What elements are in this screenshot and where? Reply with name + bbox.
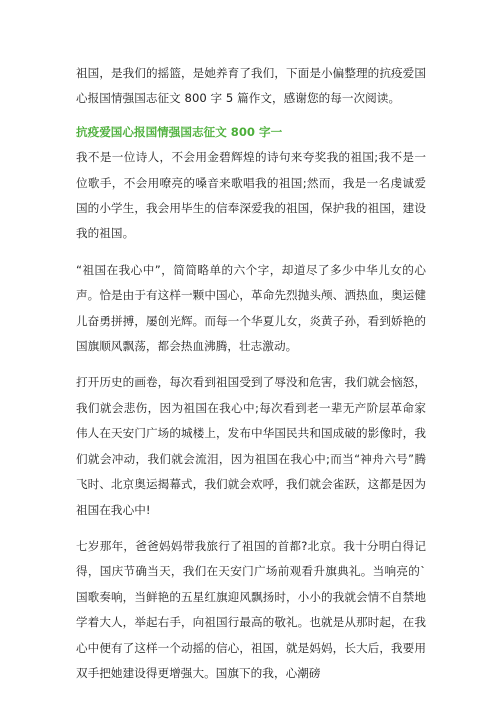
body-paragraph-1: 我不是一位诗人，不会用金碧辉煌的诗句来夸奖我的祖国;我不是一位歌手，不会用嘹亮的嗓音来歌唱我的祖国;然而，我是一名虔诚爱国的小学生，我会用毕生的信奉深爱我的祖国，保护我的祖国，建设我的祖国。	[76, 150, 426, 241]
body-paragraph-4: 七岁那年，爸爸妈妈带我旅行了祖国的首都?北京。我十分明白得记得，国庆节确当天，我们在天安门广场前观看升旗典礼。当响亮的`国歌奏响，当鲜艳的五星红旗迎风飘扬时，小小的我就会情不自禁地学着大人，举起右手，向祖国行最高的敬礼。也就是从那时起，在我心中便有了这样一个动摇的信心，祖国，就是妈妈，长大后，我要用双手把她建设得更增强大。国旗下的我，心潮磅	[76, 538, 426, 680]
section-heading: 抗疫爱国心报国情强国志征文 800 字一	[76, 124, 283, 139]
body-paragraph-3: 打开历史的画卷，每次看到祖国受到了辱没和危害，我们就会恼怒，我们就会悲伤，因为祖国在我心中;每次看到老一辈无产阶层革命家伟人在天安门广场的城楼上，发布中华国民共和国成破的影像时，我们就会冲动，我们就会流泪，因为祖国在我心中;而当“神舟六号”腾飞时、北京奥运揭幕式，我们就会欢呼，我们就会雀跃，这都是因为祖国在我心中!	[76, 375, 426, 517]
document-page	[76, 61, 426, 686]
intro-paragraph: 祖国，是我们的摇篮，是她养育了我们，下面是小偏整理的抗疫爱国心报国情强国志征文 800 字 5 篇作文，感谢您的每一次阅读。	[76, 66, 426, 106]
body-paragraph-2: “祖国在我心中”，简简略单的六个字，却道尽了多少中华儿女的心声。恰是由于有这样一颗中国心，革命先烈抛头颅、洒热血，奥运健儿奋勇拼搏，屡创光辉。而每一个华夏儿女，炎黄子孙，看到娇艳的国旗顺风飘荡，都会热血沸腾，壮志激动。	[76, 262, 426, 354]
